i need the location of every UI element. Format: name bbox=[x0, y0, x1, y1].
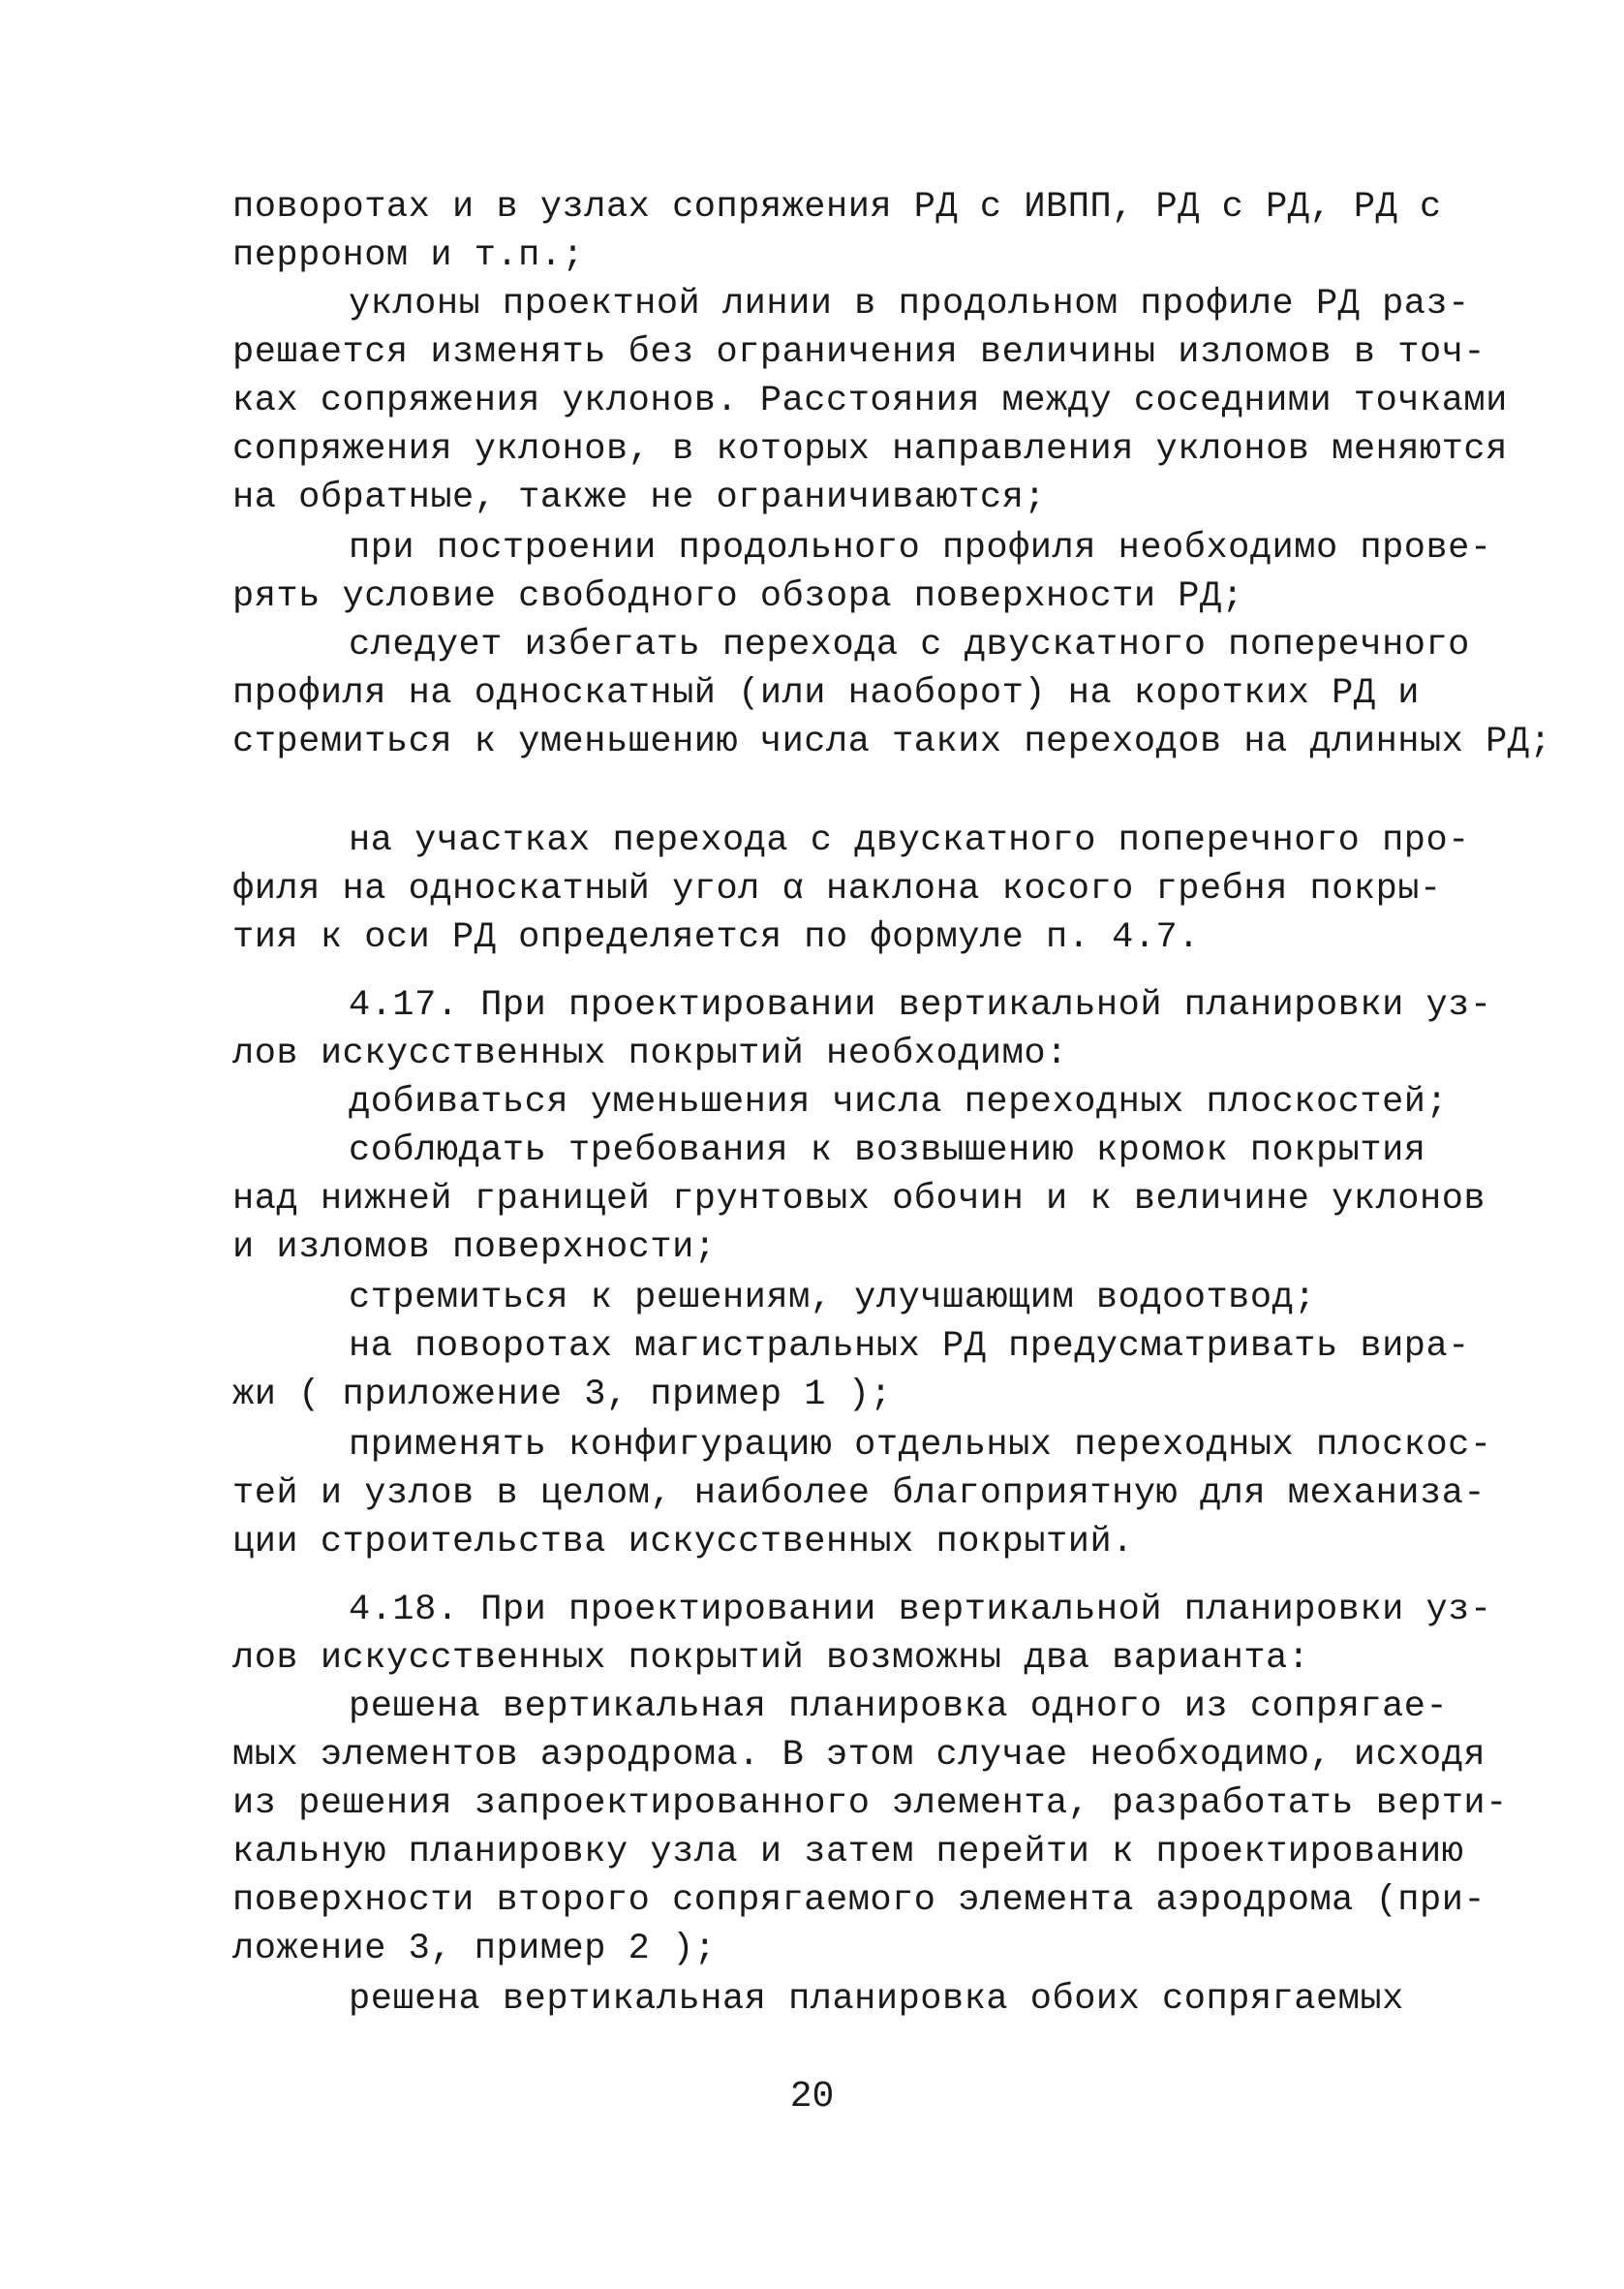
text-line: лов искусственных покрытий возможны два варианта: bbox=[232, 1638, 1310, 1679]
text-line: ции строительства искусственных покрытий. bbox=[232, 1522, 1134, 1562]
text-line: мых элементов аэродрома. В этом случае необходимо, исходя bbox=[232, 1735, 1486, 1776]
text-line: стремиться к уменьшению числа таких переходов на длинных РД; bbox=[232, 722, 1552, 762]
text-line: жи ( приложение 3, пример 1 ); bbox=[232, 1375, 893, 1415]
text-line: тей и узлов в целом, наиболее благоприятную для механиза- bbox=[232, 1473, 1486, 1514]
text-line: над нижней границей грунтовых обочин и к величине уклонов bbox=[232, 1179, 1486, 1220]
text-line: на участках перехода с двускатного поперечного про- bbox=[349, 820, 1470, 861]
text-line: рять условие свободного обзора поверхности РД; bbox=[232, 576, 1244, 617]
text-line: решена вертикальная планировка одного из сопрягае- bbox=[349, 1686, 1449, 1727]
text-line: филя на односкатный угол α наклона косого гребня покры- bbox=[232, 869, 1442, 910]
text-line: профиля на односкатный (или наоборот) на коротких РД и bbox=[232, 673, 1420, 714]
text-line: поворотах и в узлах сопряжения РД с ИВПП, РД с РД, РД с bbox=[232, 187, 1442, 228]
text-line: при построении продольного профиля необходимо прове- bbox=[349, 528, 1492, 569]
text-line: перроном и т.п.; bbox=[232, 235, 585, 276]
text-line: стремиться к решениям, улучшающим водоотвод; bbox=[349, 1278, 1316, 1318]
text-line: решается изменять без ограничения величины изломов в точ- bbox=[232, 332, 1486, 373]
text-line: применять конфигурацию отдельных переходных плоскос- bbox=[349, 1425, 1492, 1466]
text-line: решена вертикальная планировка обоих сопрягаемых bbox=[349, 1979, 1404, 2020]
text-line: добиваться уменьшения числа переходных плоскостей; bbox=[349, 1082, 1449, 1123]
section-4-18-heading: 4.18. При проектировании вертикальной планировки уз- bbox=[349, 1590, 1492, 1630]
text-line: ложение 3, пример 2 ); bbox=[232, 1929, 717, 1969]
text-line: сопряжения уклонов, в которых направления уклонов меняются bbox=[232, 429, 1508, 470]
text-line: соблюдать требования к возвышению кромок покрытия bbox=[349, 1130, 1426, 1171]
text-line: ках сопряжения уклонов. Расстояния между соседними точками bbox=[232, 381, 1508, 421]
text-line: лов искусственных покрытий необходимо: bbox=[232, 1034, 1068, 1074]
text-line: и изломов поверхности; bbox=[232, 1227, 717, 1268]
text-line: следует избегать перехода с двускатного поперечного bbox=[349, 625, 1470, 665]
section-4-17-heading: 4.17. При проектировании вертикальной планировки уз- bbox=[349, 985, 1492, 1026]
text-line: поверхности второго сопрягаемого элемента аэродрома (при- bbox=[232, 1880, 1486, 1921]
text-line: из решения запроектированного элемента, разработать верти- bbox=[232, 1783, 1508, 1824]
page-number: 20 bbox=[789, 2076, 835, 2118]
text-line: уклоны проектной линии в продольном профиле РД раз- bbox=[349, 284, 1470, 325]
text-line: тия к оси РД определяется по формуле п. 4.7. bbox=[232, 917, 1200, 958]
text-line: кальную планировку узла и затем перейти к проектированию bbox=[232, 1832, 1464, 1872]
text-line: на обратные, также не ограничиваются; bbox=[232, 478, 1047, 518]
text-line: на поворотах магистральных РД предусматривать вира- bbox=[349, 1326, 1470, 1367]
